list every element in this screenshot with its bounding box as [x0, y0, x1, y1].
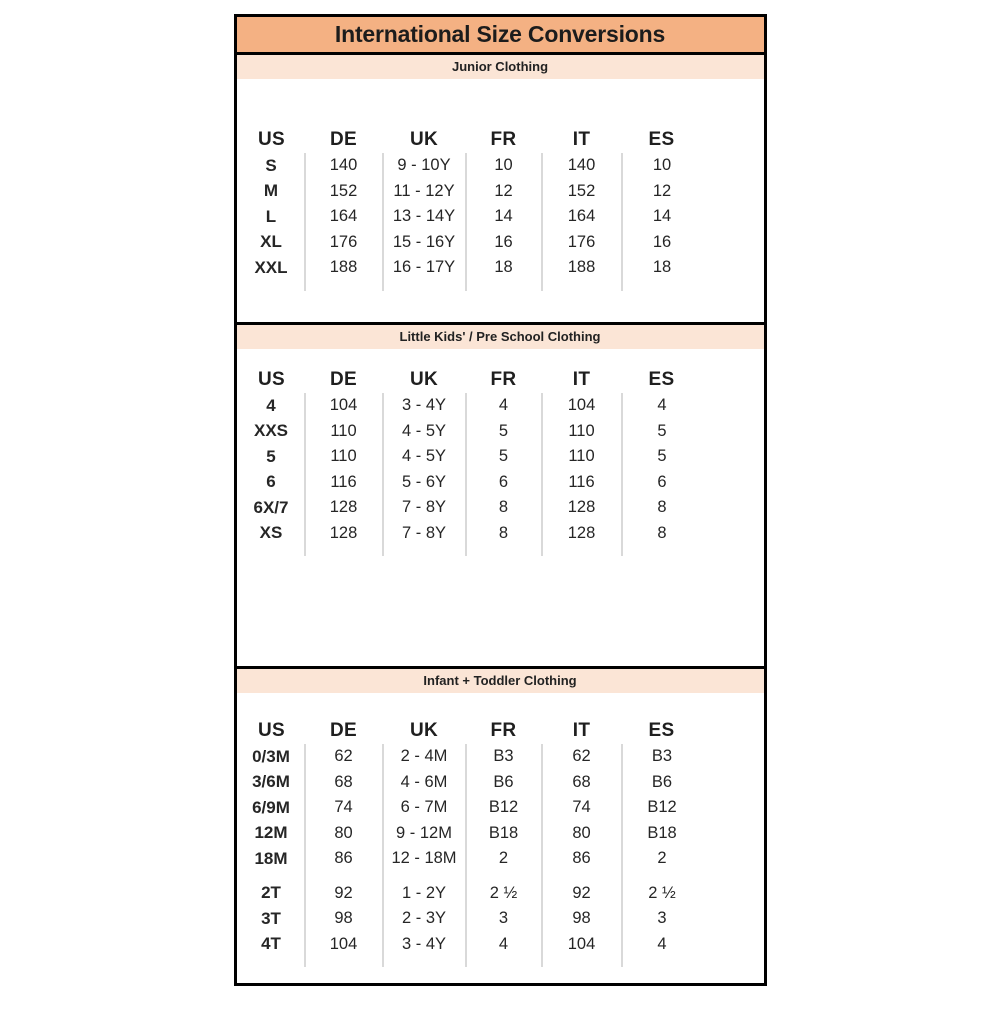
- size-cell: 86: [542, 846, 622, 872]
- size-cell: S: [265, 155, 277, 175]
- size-cell: 6 - 7M: [383, 795, 466, 821]
- size-cell: 98: [542, 906, 622, 932]
- table-row: [239, 821, 702, 847]
- size-cell: 2T: [261, 883, 281, 903]
- size-cell: 164: [305, 204, 383, 230]
- size-cell: 104: [305, 393, 383, 419]
- section-header-little-kids: Little Kids' / Pre School Clothing: [237, 325, 764, 349]
- spacer-cell: [239, 546, 305, 556]
- size-cell: 14: [466, 204, 542, 230]
- size-cell: 5: [466, 444, 542, 470]
- size-cell: M: [263, 181, 279, 201]
- size-cell: 8: [622, 521, 702, 547]
- size-cell: 5: [622, 419, 702, 445]
- size-cell: 10: [466, 153, 542, 179]
- table-row: [239, 881, 702, 907]
- spacer-cell: [542, 957, 622, 967]
- size-cell: 74: [542, 795, 622, 821]
- size-cell: 12: [466, 179, 542, 205]
- size-cell: B18: [466, 821, 542, 847]
- size-cell: 3T: [261, 908, 281, 928]
- spacer-row: [239, 872, 702, 881]
- column-header-es: ES: [648, 720, 675, 741]
- spacer-cell: [542, 872, 622, 881]
- spacer-cell: [542, 281, 622, 291]
- size-cell: 2 - 4M: [383, 744, 466, 770]
- size-cell: 140: [542, 153, 622, 179]
- size-cell: 104: [305, 932, 383, 958]
- column-header-de: DE: [330, 369, 357, 390]
- spacer-cell: [622, 281, 702, 291]
- size-cell: 3: [466, 906, 542, 932]
- size-cell: 2 - 3Y: [383, 906, 466, 932]
- size-cell: 98: [305, 906, 383, 932]
- column-header-fr: FR: [490, 129, 517, 150]
- column-header-de: DE: [330, 720, 357, 741]
- size-cell: B18: [622, 821, 702, 847]
- size-cell: 104: [542, 932, 622, 958]
- table-row: [239, 846, 702, 872]
- size-cell: 104: [542, 393, 622, 419]
- size-cell: 116: [542, 470, 622, 496]
- size-cell: 6: [622, 470, 702, 496]
- spacer-cell: [305, 872, 383, 881]
- size-cell: 12M: [254, 823, 288, 843]
- table-row: [239, 230, 702, 256]
- size-cell: 1 - 2Y: [383, 881, 466, 907]
- column-header-de: DE: [330, 129, 357, 150]
- size-cell: 74: [305, 795, 383, 821]
- spacer-row: [239, 957, 702, 967]
- size-cell: 92: [542, 881, 622, 907]
- size-cell: 0/3M: [252, 746, 290, 766]
- spacer-cell: [622, 957, 702, 967]
- size-cell: 4: [622, 932, 702, 958]
- column-header-it: IT: [572, 129, 591, 150]
- size-cell: 8: [622, 495, 702, 521]
- table-row: [239, 419, 702, 445]
- size-cell: 62: [305, 744, 383, 770]
- spacer-cell: [383, 957, 466, 967]
- column-header-uk: UK: [409, 720, 439, 741]
- size-cell: 12 - 18M: [383, 846, 466, 872]
- spacer-cell: [466, 957, 542, 967]
- size-cell: 110: [542, 444, 622, 470]
- column-header-es: ES: [648, 369, 675, 390]
- spacer-cell: [305, 957, 383, 967]
- size-cell: 6: [266, 472, 276, 492]
- size-cell: 176: [305, 230, 383, 256]
- size-cell: 3 - 4Y: [383, 932, 466, 958]
- spacer-cell: [466, 872, 542, 881]
- size-cell: 128: [305, 521, 383, 547]
- size-cell: 188: [305, 255, 383, 281]
- size-cell: 128: [542, 495, 622, 521]
- table-row: [239, 795, 702, 821]
- size-cell: 9 - 12M: [383, 821, 466, 847]
- size-cell: 4T: [261, 934, 281, 954]
- spacer-cell: [466, 546, 542, 556]
- chart-title-bar: [237, 17, 764, 55]
- infant-toddler-size-table: [239, 718, 702, 967]
- size-cell: 6X/7: [253, 497, 289, 517]
- size-cell: 9 - 10Y: [383, 153, 466, 179]
- size-cell: 16: [622, 230, 702, 256]
- junior-size-table: [239, 127, 702, 291]
- size-cell: 6: [466, 470, 542, 496]
- size-cell: 110: [305, 419, 383, 445]
- table-row: [239, 255, 702, 281]
- size-cell: B6: [622, 770, 702, 796]
- column-header-us: US: [258, 129, 285, 150]
- spacer-cell: [239, 872, 305, 881]
- size-cell: 4 - 6M: [383, 770, 466, 796]
- size-cell: 7 - 8Y: [383, 521, 466, 547]
- size-cell: XL: [260, 232, 282, 252]
- section-header-infant-toddler: Infant + Toddler Clothing: [237, 669, 764, 693]
- size-cell: 176: [542, 230, 622, 256]
- size-cell: 62: [542, 744, 622, 770]
- size-cell: 68: [542, 770, 622, 796]
- table-row: [239, 393, 702, 419]
- spacer-cell: [383, 546, 466, 556]
- size-cell: 12: [622, 179, 702, 205]
- table-row: [239, 770, 702, 796]
- size-cell: 3 - 4Y: [383, 393, 466, 419]
- size-cell: 4: [466, 932, 542, 958]
- size-cell: 16 - 17Y: [383, 255, 466, 281]
- size-cell: 5: [622, 444, 702, 470]
- size-cell: 68: [305, 770, 383, 796]
- column-header-uk: UK: [409, 369, 439, 390]
- page-title: International Size Conversions: [334, 21, 666, 47]
- table-header-row: [239, 127, 702, 153]
- size-cell: 2: [466, 846, 542, 872]
- size-cell: 5: [466, 419, 542, 445]
- size-cell: 80: [305, 821, 383, 847]
- table-row: [239, 204, 702, 230]
- section-infant-toddler-clothing: [237, 666, 764, 983]
- size-cell: 5 - 6Y: [383, 470, 466, 496]
- size-cell: 110: [305, 444, 383, 470]
- size-cell: 8: [466, 521, 542, 547]
- column-header-es: ES: [648, 129, 675, 150]
- spacer-row: [239, 546, 702, 556]
- column-header-us: US: [258, 369, 285, 390]
- spacer-cell: [305, 546, 383, 556]
- size-cell: 128: [305, 495, 383, 521]
- size-cell: XXS: [253, 421, 289, 441]
- table-row: [239, 906, 702, 932]
- column-header-fr: FR: [490, 369, 517, 390]
- size-cell: 80: [542, 821, 622, 847]
- section-header-junior: Junior Clothing: [237, 55, 764, 79]
- size-cell: B6: [466, 770, 542, 796]
- size-cell: 4 - 5Y: [383, 444, 466, 470]
- size-cell: 116: [305, 470, 383, 496]
- spacer-cell: [542, 546, 622, 556]
- size-cell: 18M: [254, 848, 288, 868]
- table-row: [239, 444, 702, 470]
- column-header-uk: UK: [409, 129, 439, 150]
- spacer-cell: [383, 281, 466, 291]
- size-cell: 18: [622, 255, 702, 281]
- spacer-cell: [305, 281, 383, 291]
- table-header-row: [239, 718, 702, 744]
- size-cell: 2: [622, 846, 702, 872]
- table-row: [239, 744, 702, 770]
- size-cell: 152: [305, 179, 383, 205]
- size-cell: 4: [266, 395, 276, 415]
- size-cell: 4: [466, 393, 542, 419]
- size-cell: XS: [259, 523, 283, 543]
- size-cell: 188: [542, 255, 622, 281]
- size-cell: 2 ½: [622, 881, 702, 907]
- column-header-fr: FR: [490, 720, 517, 741]
- size-cell: 18: [466, 255, 542, 281]
- spacer-cell: [239, 281, 305, 291]
- size-cell: 3/6M: [252, 772, 290, 792]
- spacer-cell: [622, 872, 702, 881]
- size-cell: B3: [466, 744, 542, 770]
- section-junior-clothing: [237, 55, 764, 322]
- table-header-row: [239, 367, 702, 393]
- column-header-it: IT: [572, 720, 591, 741]
- size-cell: 5: [266, 446, 276, 466]
- size-cell: XXL: [254, 257, 288, 277]
- size-cell: 140: [305, 153, 383, 179]
- table-row: [239, 932, 702, 958]
- size-conversion-chart: [234, 14, 767, 986]
- table-row: [239, 179, 702, 205]
- size-cell: 4: [622, 393, 702, 419]
- size-cell: 152: [542, 179, 622, 205]
- column-header-it: IT: [572, 369, 591, 390]
- size-cell: 4 - 5Y: [383, 419, 466, 445]
- table-row: [239, 470, 702, 496]
- size-cell: 2 ½: [466, 881, 542, 907]
- size-cell: 10: [622, 153, 702, 179]
- little-kids-size-table: [239, 367, 702, 556]
- spacer-row: [239, 281, 702, 291]
- spacer-cell: [622, 546, 702, 556]
- table-row: [239, 521, 702, 547]
- size-cell: B12: [466, 795, 542, 821]
- size-cell: 11 - 12Y: [383, 179, 466, 205]
- size-cell: 86: [305, 846, 383, 872]
- size-cell: 92: [305, 881, 383, 907]
- size-cell: 7 - 8Y: [383, 495, 466, 521]
- size-cell: B3: [622, 744, 702, 770]
- size-cell: L: [265, 206, 277, 226]
- column-header-us: US: [258, 720, 285, 741]
- table-row: [239, 153, 702, 179]
- size-cell: 128: [542, 521, 622, 547]
- spacer-cell: [239, 957, 305, 967]
- size-cell: 16: [466, 230, 542, 256]
- spacer-cell: [466, 281, 542, 291]
- size-cell: 15 - 16Y: [383, 230, 466, 256]
- spacer-cell: [383, 872, 466, 881]
- size-cell: 164: [542, 204, 622, 230]
- section-little-kids-clothing: [237, 322, 764, 666]
- size-cell: 13 - 14Y: [383, 204, 466, 230]
- size-cell: 14: [622, 204, 702, 230]
- table-row: [239, 495, 702, 521]
- size-cell: 6/9M: [252, 797, 290, 817]
- size-cell: 3: [622, 906, 702, 932]
- size-cell: 8: [466, 495, 542, 521]
- size-cell: B12: [622, 795, 702, 821]
- size-cell: 110: [542, 419, 622, 445]
